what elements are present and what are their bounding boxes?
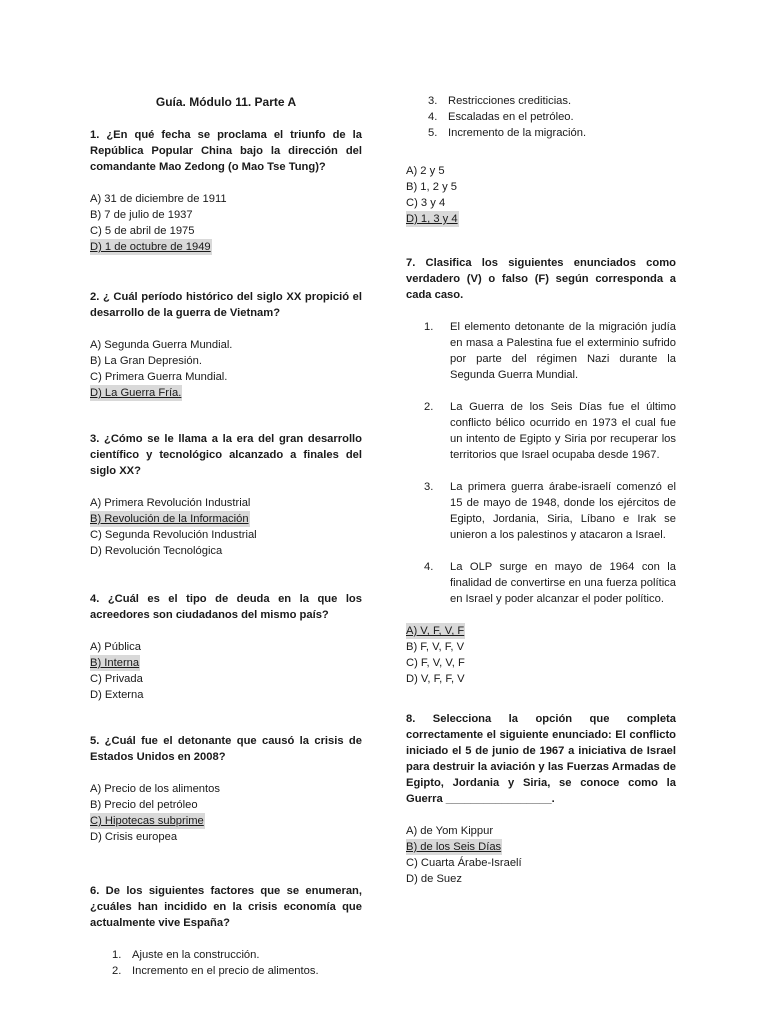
page-title: Guía. Módulo 11. Parte A	[155, 95, 297, 109]
answer-option: D) 1 de octubre de 1949	[90, 241, 211, 253]
option: A) de Yom Kippur	[406, 825, 494, 837]
answer-option: B) de los Seis Días	[406, 841, 502, 853]
question-1-text: 1. ¿En qué fecha se proclama el triunfo de la República Popular China bajo la dirección del comandante Mao Zedong (o Mao Tse Tung)?	[90, 129, 362, 173]
question-7-text: 7. Clasifica los siguientes enunciados como verdadero (V) o falso (F) según corresponda a cada caso.	[406, 257, 676, 301]
answer-option: B) Revolución de la Información	[90, 513, 249, 525]
answer-option: D) 1, 3 y 4	[406, 213, 458, 225]
option: D) de Suez	[406, 873, 462, 885]
option: C) 3 y 4	[406, 197, 446, 209]
option: A) 31 de diciembre de 1911	[90, 193, 227, 205]
list-item: 1. Ajuste en la construcción.	[112, 949, 260, 961]
option: D) Crisis europea	[90, 831, 178, 843]
option: C) 5 de abril de 1975	[90, 225, 195, 237]
option: C) Segunda Revolución Industrial	[90, 529, 257, 541]
answer-option: C) Hipotecas subprime	[90, 815, 204, 827]
option: C) Privada	[90, 673, 143, 685]
option: A) 2 y 5	[406, 165, 445, 177]
question-3-options	[90, 495, 362, 559]
option: D) Revolución Tecnológica	[90, 545, 223, 557]
option: C) Primera Guerra Mundial.	[90, 371, 228, 383]
question-4-options	[90, 639, 362, 703]
answer-option: D) La Guerra Fría.	[90, 387, 182, 399]
option: B) La Gran Depresión.	[90, 355, 202, 367]
question-8-options	[406, 823, 676, 887]
question-2-options	[90, 337, 362, 401]
question-5-options	[90, 781, 362, 845]
list-item: 3. La primera guerra árabe-israelí comenzó el 15 de mayo de 1948, donde los ejércitos de Egipto, Jordania, Siria, Líbano e Irak se unieron a los palestinos y atacaron a Israel.	[424, 481, 676, 541]
right-column	[406, 0, 676, 887]
list-item: 5. Incremento de la migración.	[428, 127, 587, 139]
question-6-factor-list-continued	[406, 93, 676, 141]
question-5-text: 5. ¿Cuál fue el detonante que causó la crisis de Estados Unidos en 2008?	[90, 735, 362, 763]
question-6-options	[406, 163, 676, 227]
option: C) Cuarta Árabe-Israelí	[406, 857, 522, 869]
answer-option: A) V, F, V, F	[406, 625, 465, 637]
list-item: 3. Restricciones crediticias.	[428, 95, 572, 107]
option: A) Primera Revolución Industrial	[90, 497, 251, 509]
option: A) Pública	[90, 641, 141, 653]
option: B) Precio del petróleo	[90, 799, 198, 811]
left-column	[90, 0, 362, 979]
list-item: 4. Escaladas en el petróleo.	[428, 111, 574, 123]
option: D) V, F, F, V	[406, 673, 465, 685]
question-4-text: 4. ¿Cuál es el tipo de deuda en la que los acreedores son ciudadanos del mismo país?	[90, 593, 362, 621]
question-1-options	[90, 191, 362, 255]
option: A) Precio de los alimentos	[90, 783, 220, 795]
answer-option: B) Interna	[90, 657, 140, 669]
list-item: 4. La OLP surge en mayo de 1964 con la finalidad de convertirse en una fuerza política en Israel y poder alcanzar el poder político.	[424, 561, 676, 605]
question-2-text: 2. ¿ Cuál período histórico del siglo XX propició el desarrollo de la guerra de Vietnam?	[90, 291, 362, 319]
list-item: 1. El elemento detonante de la migración judía en masa a Palestina fue el exterminio sufrido por parte del régimen Nazi durante la Segunda Guerra Mundial.	[424, 321, 676, 381]
question-6-text: 6. De los siguientes factores que se enumeran, ¿cuáles han incidido en la crisis economía que actualmente vive España?	[90, 885, 362, 929]
option: A) Segunda Guerra Mundial.	[90, 339, 233, 351]
option: C) F, V, V, F	[406, 657, 465, 669]
question-6-factor-list	[90, 947, 362, 979]
option: B) 1, 2 y 5	[406, 181, 457, 193]
option: B) 7 de julio de 1937	[90, 209, 193, 221]
question-7-options	[406, 623, 676, 687]
list-item: 2. La Guerra de los Seis Días fue el último conflicto bélico ocurrido en 1973 el cual fue un intento de Egipto y Siria por recuperar los territorios que Israel ocupaba desde 1967.	[424, 401, 676, 461]
question-8-text: 8. Selecciona la opción que completa correctamente el siguiente enunciado: El conflicto iniciado el 5 de junio de 1967 a iniciativa de Israel para destruir la aviación y las Fuerzas Armadas de Egipto, Jordania y Siria, se conoce como la Guerra _________________.	[406, 713, 676, 805]
list-item: 2. Incremento en el precio de alimentos.	[112, 965, 319, 977]
question-3-text: 3. ¿Cómo se le llama a la era del gran desarrollo científico y tecnológico alcanzado a finales del siglo XX?	[90, 433, 362, 477]
option: B) F, V, F, V	[406, 641, 465, 653]
option: D) Externa	[90, 689, 144, 701]
question-7-statement-list	[406, 319, 676, 607]
